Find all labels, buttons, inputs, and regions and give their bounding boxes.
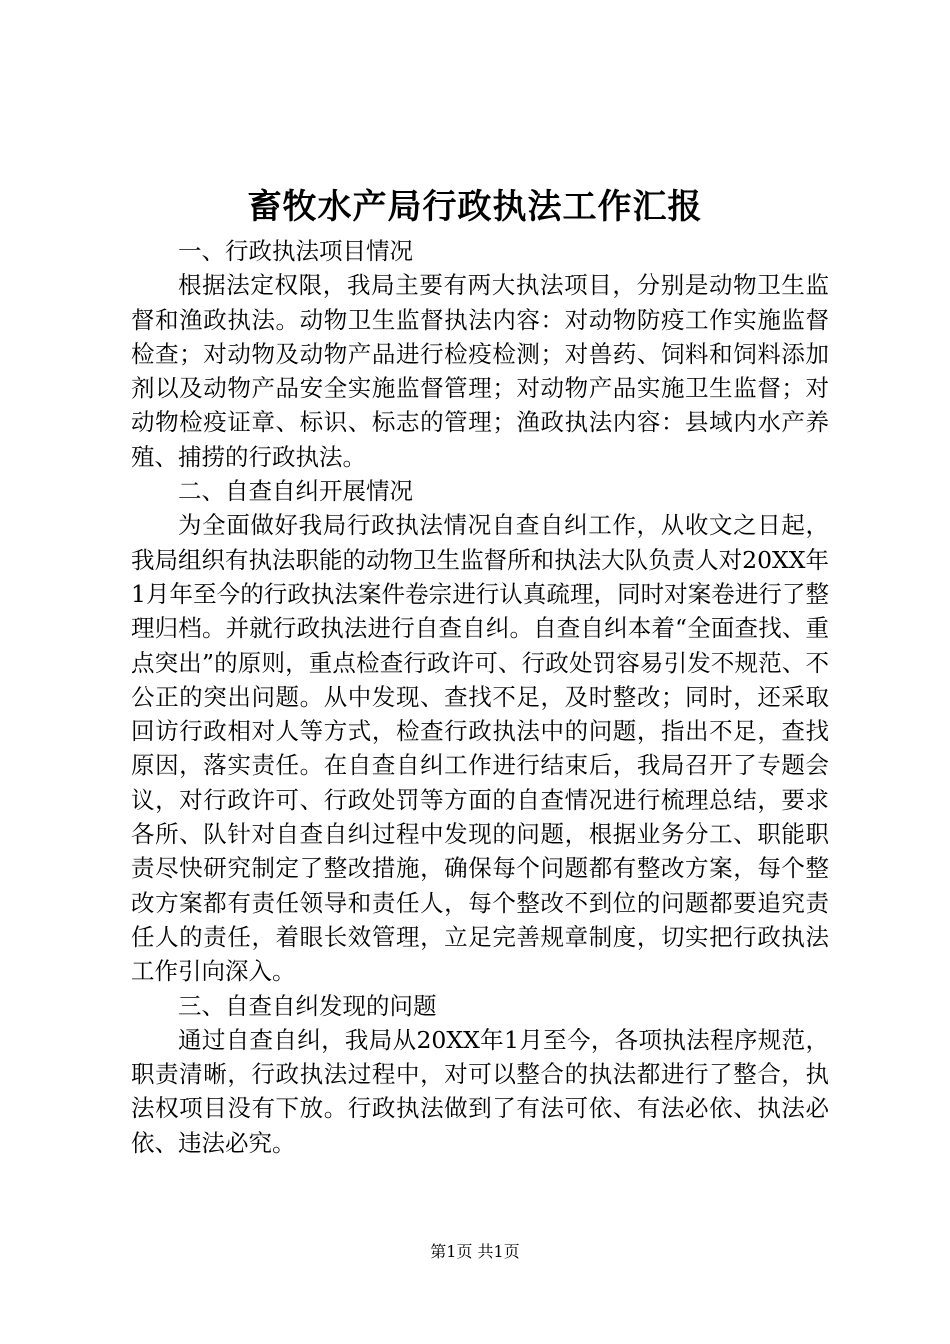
document-body <box>131 234 829 1160</box>
page-footer: 第1页 共1页 <box>430 1242 520 1261</box>
section-heading-2: 二、自查自纠开展情况 <box>178 477 413 506</box>
document-title: 畜牧水产局行政执法工作汇报 <box>247 187 703 227</box>
paragraph-1: 根据法定权限，我局主要有两大执法项目，分别是动物卫生监督和渔政执法。动物卫生监督执法内容：对动物防疫工作实施监督检查；对动物及动物产品进行检疫检测；对兽药、饲料和饲料添加剂以及动物产品安全实施监督管理；对动物产品实施卫生监督；对动物检疫证章、标识、标志的管理；渔政执法内容：县域内水产养殖、捕捞的行政执法。 <box>131 271 829 471</box>
section-heading-1: 一、行政执法项目情况 <box>178 237 413 265</box>
paragraph-2: 为全面做好我局行政执法情况自查自纠工作，从收文之日起，我局组织有执法职能的动物卫生监督所和执法大队负责人对20XX年1月年至今的行政执法案件卷宗进行认真疏理，同时对案卷进行了整理归档。并就行政执法进行自查自纠。自查自纠本着“全面查找、重点突出”的原则，重点检查行政许可、行政处罚容易引发不规范、不公正的突出问题。从中发现、查找不足，及时整改；同时，还采取回访行政相对人等方式，检查行政执法中的问题，指出不足，查找原因，落实责任。在自查自纠工作进行结束后，我局召开了专题会议，对行政许可、行政处罚等方面的自查情况进行梳理总结，要求各所、队针对自查自纠过程中发现的问题，根据业务分工、职能职责尽快研究制定了整改措施，确保每个问题都有整改方案，每个整改方案都有责任领导和责任人，每个整改不到位的问题都要追究责任人的责任，着眼长效管理，立足完善规章制度，切实把行政执法工作引向深入。 <box>131 511 829 986</box>
section-heading-3: 三、自查自纠发现的问题 <box>178 991 437 1020</box>
paragraph-3: 通过自查自纠，我局从20XX年1月至今，各项执法程序规范，职责清晰，行政执法过程中，对可以整合的执法都进行了整合，执法权项目没有下放。行政执法做到了有法可依、有法必依、执法必依、违法必究。 <box>131 1025 829 1157</box>
